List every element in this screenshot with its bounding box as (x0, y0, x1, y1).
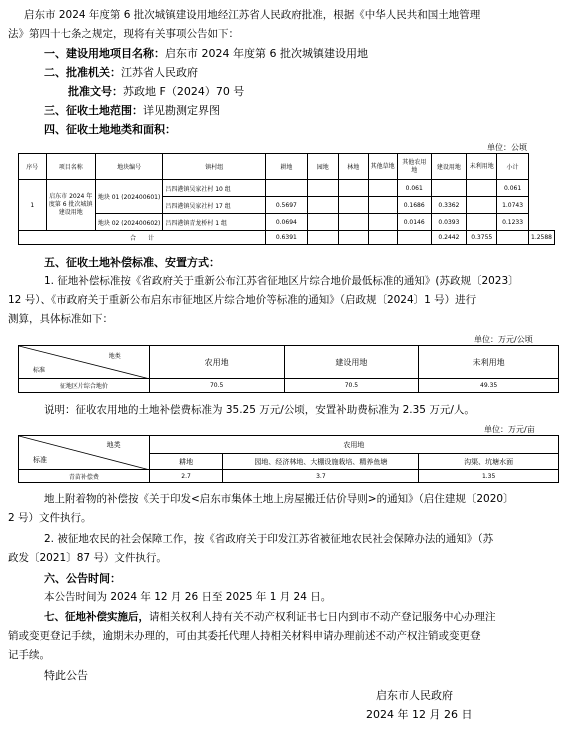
intro-line-1: 启东市 2024 年度第 6 批次城镇建设用地经江苏省人民政府批准，根据《中华人民共和国土地管理 (24, 9, 481, 21)
para7-line-2: 政发〔2021〕87 号）文件执行。 (8, 552, 167, 564)
section-2-label: 二、批准机关： (44, 66, 121, 79)
section-5-label: 五、征收土地补偿标准、安置方式： (44, 256, 220, 269)
unit-price-hectare: 单位：万元/公顷 (474, 335, 533, 344)
row-label: 征地区片综合地价 (19, 379, 150, 393)
th-forest: 林地 (339, 154, 369, 180)
cell: 0.1686 (397, 197, 431, 214)
cell (368, 197, 397, 214)
approval-number-value: 苏政地 F（2024）70 号 (123, 85, 245, 98)
th-subtotal: 小计 (497, 154, 529, 180)
cell (368, 180, 397, 197)
cell: 3.7 (223, 470, 419, 483)
row-parcel-2: 地块 02 (202400602) (95, 214, 163, 231)
intro-line-2: 法》第四十七条之规定，现将有关事项公告如下： (8, 28, 239, 40)
para5-line-2: 12 号）、《市政府关于重新公布启东市征地区片综合地价等标准的通知》（启政规〔2024〕1 号）进行 (8, 294, 477, 306)
th-other-agri: 其他农用地 (397, 154, 431, 180)
cell (368, 214, 397, 231)
table1-total-row (19, 231, 555, 245)
note: 说明：征收农用地的土地补偿费标准为 35.25 万元/公顷，安置补助费标准为 2.35 万元/人。 (44, 404, 475, 416)
table-row (19, 214, 555, 231)
th-garden2: 园地、经济林地、大棚设施栽培、精养鱼塘 (223, 454, 419, 470)
table-row (19, 379, 559, 393)
th-unused: 未利用地 (467, 154, 497, 180)
section-1-value: 启东市 2024 年度第 6 批次城镇建设用地 (165, 47, 368, 60)
cell (307, 231, 338, 245)
cell (307, 197, 338, 214)
th-seq: 序号 (19, 154, 47, 180)
section-3-label: 三、征收土地范围： (44, 104, 143, 117)
t2-std: 标准 (33, 367, 46, 374)
cell: 1.35 (419, 470, 559, 483)
cell: 0.1233 (497, 214, 529, 231)
cell (339, 214, 369, 231)
cell: 吕四港镇吴家社村 17 组 (163, 197, 266, 214)
section-6-label: 六、公告时间： (44, 572, 121, 585)
para9-line-3: 记手续。 (8, 649, 50, 661)
cell: 吕四港镇吴家社村 10 组 (163, 180, 266, 197)
para5-line-3: 测算，具体标准如下： (8, 313, 113, 325)
th-unused2: 未利用地 (419, 346, 559, 379)
cell (467, 214, 497, 231)
para7-line-1: 2. 被征地农民的社会保障工作，按《省政府关于印发江苏省被征地农民社会保障办法的通知》（苏 (44, 533, 494, 545)
cell: 0.0393 (431, 214, 467, 231)
cell (339, 197, 369, 214)
para9-line-1: 请相关权利人持有关不动产权利证书七日内到市不动产登记服务中心办理注 (149, 611, 496, 623)
th-ditch: 沟渠、坑塘水面 (419, 454, 559, 470)
cell (397, 231, 431, 245)
th-farmland2: 耕地 (149, 454, 223, 470)
section-3-value: 详见勘测定界图 (143, 104, 220, 117)
unit-hectare: 单位：公顷 (487, 143, 527, 152)
th-garden: 园地 (307, 154, 338, 180)
para5-line-1: 1. 征地补偿标准按《省政府关于重新公布江苏省征地区片综合地价最低标准的通知》(苏政规〔2023〕 (44, 275, 519, 287)
cell: 0.0694 (266, 214, 307, 231)
land-area-table (18, 153, 555, 245)
cell: 0.3755 (467, 231, 497, 245)
cell: 吕四港镇青龙桥村 1 组 (163, 214, 266, 231)
section-1-label: 一、建设用地项目名称： (44, 47, 165, 60)
th-town: 镇村组 (163, 154, 266, 180)
total-label: 合 计 (19, 231, 266, 245)
section-4-label: 四、征收土地地类和面积： (44, 123, 176, 136)
cell (307, 214, 338, 231)
th-construction: 建设用地 (431, 154, 467, 180)
cell (266, 180, 307, 197)
cell: 0.061 (397, 180, 431, 197)
cell (307, 180, 338, 197)
th-grass: 其他草地 (368, 154, 397, 180)
t3-cat: 地类 (106, 441, 121, 449)
table2-diag-header (19, 346, 150, 379)
row-label: 青苗补偿费 (19, 470, 150, 483)
table3-diag-header (19, 436, 150, 470)
t3-std: 标准 (33, 456, 47, 464)
approval-number-label: 批准文号： (68, 85, 123, 98)
th-agri: 农用地 (149, 346, 284, 379)
cell: 0.3362 (431, 197, 467, 214)
row-parcel-1: 地块 01 (202400601) (95, 180, 163, 214)
section-7 (44, 608, 496, 627)
cell (339, 231, 369, 245)
th-agri-top: 农用地 (149, 436, 558, 454)
cell (497, 231, 529, 245)
para6-line-2: 2 号）文件执行。 (8, 512, 92, 524)
cell: 0.0146 (397, 214, 431, 231)
section-2-value: 江苏省人民政府 (121, 66, 198, 79)
th-farmland: 耕地 (266, 154, 307, 180)
announce-period: 本公告时间为 2024 年 12 月 26 日至 2025 年 1 月 24 日。 (44, 591, 332, 603)
approval-number (68, 82, 244, 101)
section-1 (44, 44, 368, 63)
cell: 2.7 (149, 470, 223, 483)
table3-header-top (19, 436, 559, 454)
cell (368, 231, 397, 245)
closing: 特此公告 (44, 669, 88, 682)
section-3 (44, 101, 220, 120)
th-parcel: 地块编号 (95, 154, 163, 180)
diagonal-line (19, 346, 150, 379)
para6-line-1: 地上附着物的补偿按《关于印发<启东市集体土地上房屋搬迁估价导则>的通知》（启住建规〔2020〕 (44, 493, 514, 505)
t2-cat: 地类 (108, 353, 121, 360)
th-project: 项目名称 (46, 154, 95, 180)
table-row (19, 470, 559, 483)
table2-header-row (19, 346, 559, 379)
cell (467, 180, 497, 197)
signatory: 启东市人民政府 (376, 689, 453, 702)
section-2 (44, 63, 198, 82)
land-price-table (18, 345, 559, 393)
table1-header-row (19, 154, 555, 180)
th-constr: 建设用地 (284, 346, 419, 379)
cell: 70.5 (149, 379, 284, 393)
cell: 1.0743 (497, 197, 529, 214)
cell: 1.2588 (529, 231, 555, 245)
cell: 70.5 (284, 379, 419, 393)
cell: 0.6391 (266, 231, 307, 245)
cell (339, 180, 369, 197)
crop-compensation-table (18, 435, 559, 483)
cell: 0.061 (497, 180, 529, 197)
section-7-label: 七、征地补偿实施后， (44, 611, 149, 623)
cell (467, 197, 497, 214)
row-project: 启东市 2024 年度第 6 批次城镇建设用地 (46, 180, 95, 231)
unit-price-mu: 单位：万元/亩 (484, 425, 535, 434)
cell: 0.5697 (266, 197, 307, 214)
cell: 0.2442 (431, 231, 467, 245)
sign-date: 2024 年 12 月 26 日 (366, 708, 473, 721)
table-row (19, 180, 555, 197)
row-seq: 1 (19, 180, 47, 231)
cell (431, 180, 467, 197)
para9-line-2: 销或变更登记手续，逾期未办理的，可由其委托代理人持相关材料申请办理前述不动产权注销或变更登 (8, 630, 481, 642)
cell: 49.35 (419, 379, 559, 393)
